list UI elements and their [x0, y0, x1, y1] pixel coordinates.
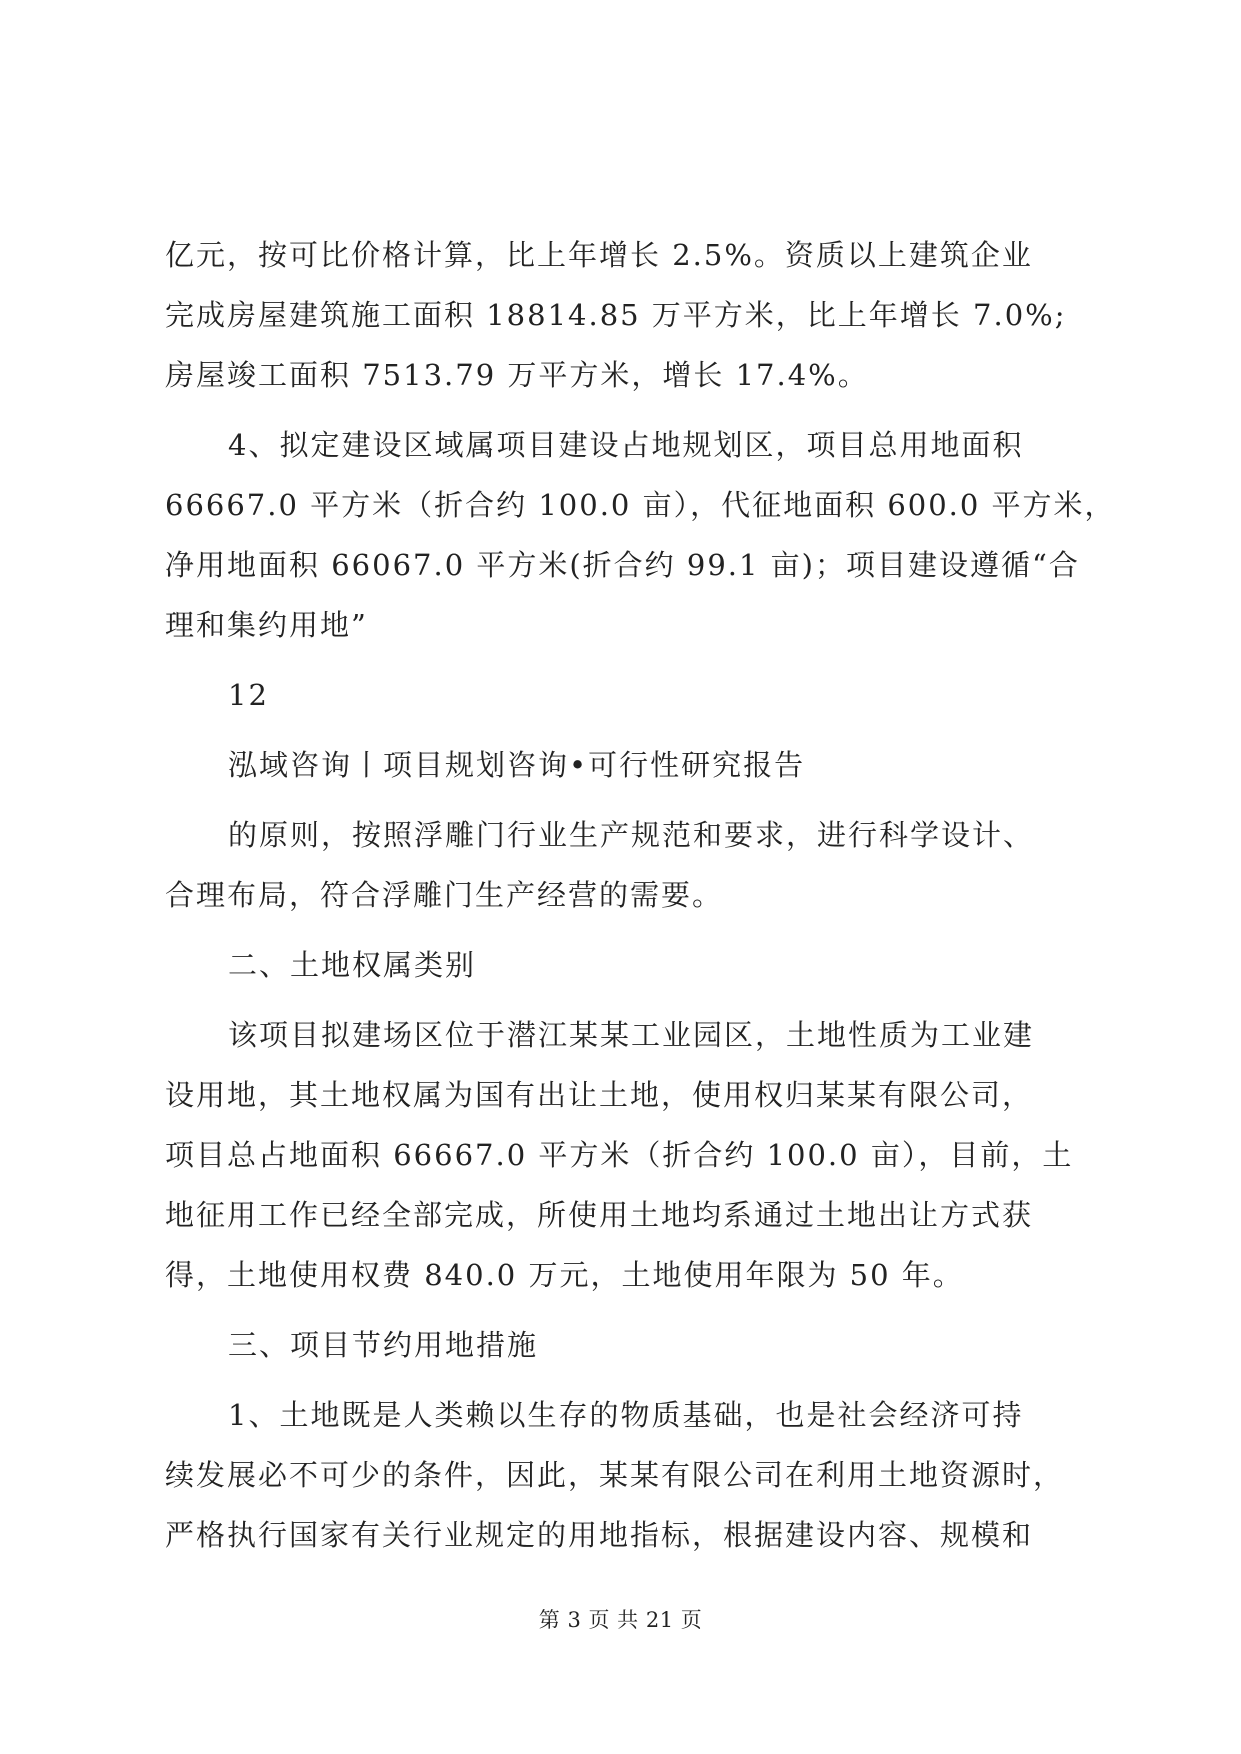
- paragraph: [165, 1315, 1085, 1375]
- page-footer: 第 3 页 共 21 页: [538, 1608, 703, 1632]
- text-line: 得，土地使用权费 840.0 万元，土地使用年限为 50 年。: [165, 1258, 964, 1292]
- paragraph: [165, 1005, 1085, 1305]
- text-line: 的原则，按照浮雕门行业生产规范和要求，进行科学设计、: [228, 818, 1035, 852]
- paragraph: [165, 665, 1085, 725]
- text-line: 合理布局，符合浮雕门生产经营的需要。: [165, 878, 724, 912]
- text-line: 净用地面积 66067.0 平方米(折合约 99.1 亩)；项目建设遵循“合: [165, 548, 1080, 582]
- text-line: 设用地，其土地权属为国有出让土地，使用权归某某有限公司，: [165, 1078, 1034, 1112]
- text-line: 完成房屋建筑施工面积 18814.85 万平方米，比上年增长 7.0%;: [165, 298, 1067, 332]
- paragraph: [165, 735, 1085, 795]
- text-line: 地征用工作已经全部完成，所使用土地均系通过土地出让方式获: [165, 1198, 1034, 1232]
- text-line: 三、项目节约用地措施: [228, 1328, 539, 1362]
- text-line: 1、土地既是人类赖以生存的物质基础，也是社会经济可持: [228, 1398, 1024, 1432]
- text-line: 泓域咨询丨项目规划咨询•可行性研究报告: [228, 748, 806, 782]
- text-line: 66667.0 平方米（折合约 100.0 亩），代征地面积 600.0 平方米，: [165, 488, 1116, 522]
- text-line: 项目总占地面积 66667.0 平方米（折合约 100.0 亩），目前，土: [165, 1138, 1074, 1172]
- text-line: 续发展必不可少的条件，因此，某某有限公司在利用土地资源时，: [165, 1458, 1065, 1492]
- document-body: [165, 225, 1116, 1565]
- text-line: 亿元，按可比价格计算，比上年增长 2.5%。资质以上建筑企业: [165, 238, 1033, 272]
- text-line: 严格执行国家有关行业规定的用地指标，根据建设内容、规模和: [165, 1518, 1034, 1552]
- text-line: 12: [228, 678, 269, 712]
- paragraph: [165, 805, 1085, 925]
- text-line: 4、拟定建设区域属项目建设占地规划区，项目总用地面积: [228, 428, 1024, 462]
- paragraph: [165, 225, 1085, 405]
- text-line: 该项目拟建场区位于潜江某某工业园区，土地性质为工业建: [228, 1018, 1035, 1052]
- paragraph: [165, 1385, 1085, 1565]
- text-line: 二、土地权属类别: [228, 948, 477, 982]
- paragraph: [165, 415, 1116, 655]
- text-line: 房屋竣工面积 7513.79 万平方米，增长 17.4%。: [165, 358, 869, 392]
- paragraph: [165, 935, 1085, 995]
- text-line: 理和集约用地”: [165, 608, 368, 642]
